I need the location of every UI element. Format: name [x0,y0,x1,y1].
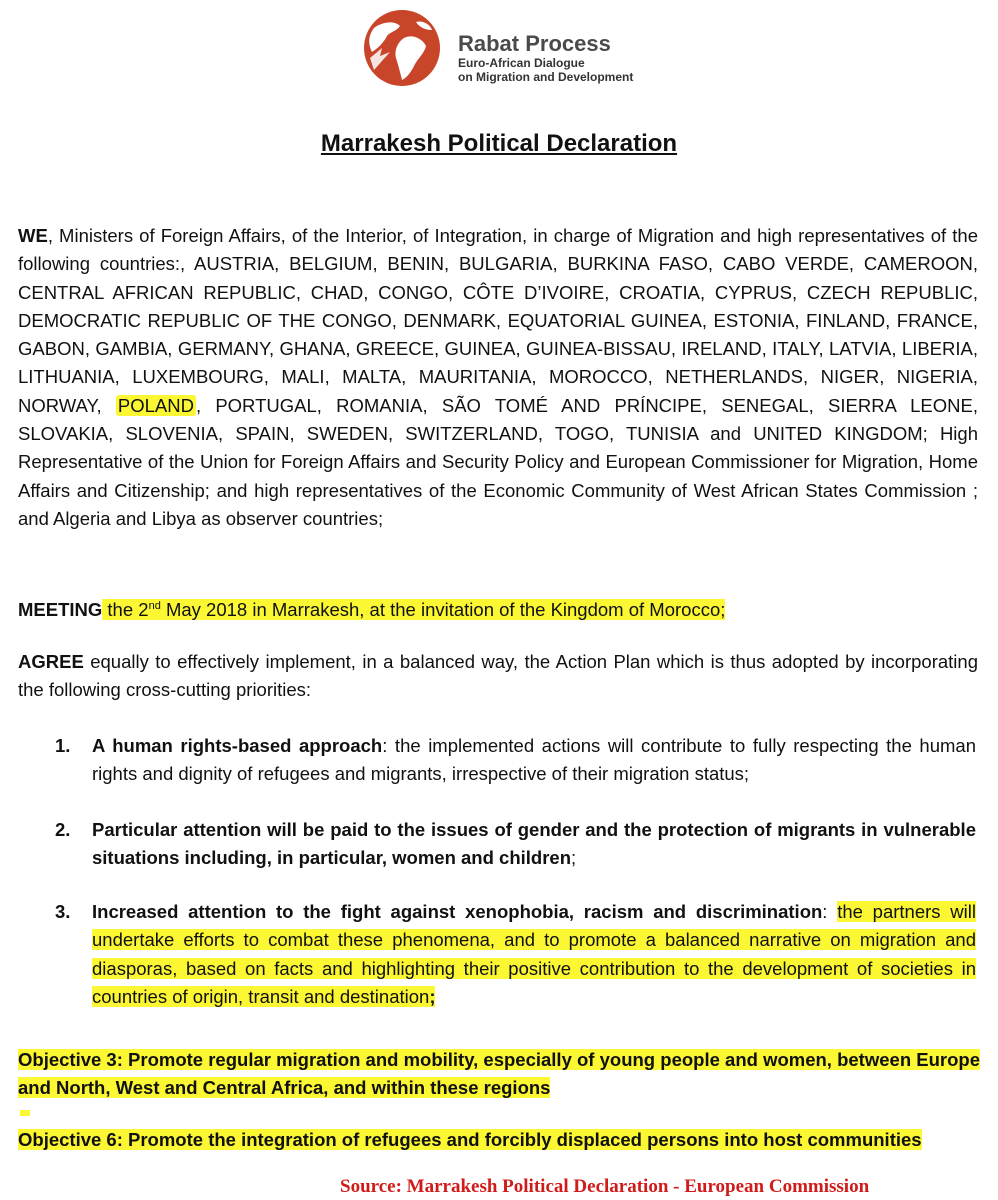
priority-3-end: ; [429,985,436,1007]
intro-paragraph [18,222,978,533]
priority-1 [92,732,976,789]
intro-text-before: , Ministers of Foreign Affairs, of the Interior, of Integration, in charge of Migration and high representatives of the following countries:, AUSTRIA, BELGIUM, BENIN, BULGARIA, BURKINA FASO, CABO VERDE, CAMEROON, CENTRAL AFRICAN REPUBLIC, CHAD, CONGO, CÔTE D’IVOIRE, CROATIA, CYPRUS, CZECH REPUBLIC, DEMOCRATIC REPUBLIC OF THE CONGO, DENMARK, EQUATORIAL GUINEA, ESTONIA, FINLAND, FRANCE, GABON, GAMBIA, GERMANY, GHANA, GREECE, GUINEA, GUINEA-BISSAU, IRELAND, ITALY, LATVIA, LIBERIA, LITHUANIA, LUXEMBOURG, MALI, MALTA, MAURITANIA, MOROCCO, NETHERLANDS, NIGER, NIGERIA, NORWAY, [18,225,978,416]
objective-3 [18,1046,980,1102]
logo-subtitle-2: on Migration and Development [458,70,634,84]
agree-paragraph [18,648,978,705]
rabat-process-logo [352,8,642,88]
objective-6-text: Objective 6: Promote the integration of refugees and forcibly displaced persons into host communities [18,1129,922,1150]
priority-3 [92,898,976,1011]
globe-logo-icon [352,8,452,88]
logo-title: Rabat Process [458,31,611,56]
objective-6 [18,1126,980,1154]
priority-1-bold: A human rights-based approach [92,735,383,756]
priority-3-bold: Increased attention to the fight against xenophobia, racism and discrimination [92,901,823,922]
agree-text: equally to effectively implement, in a balanced way, the Action Plan which is thus adopted by incorporating the following cross-cutting priorities: [18,651,978,701]
priority-1-text: : the implemented actions will contribute to fully respecting the human rights and dignity of refugees and migrants, irrespective of their migration status; [92,735,976,785]
logo-subtitle-1: Euro-African Dialogue [458,56,585,70]
logo-text [458,32,633,84]
priority-2-text: ; [571,847,577,869]
document-title: Marrakesh Political Declaration [320,130,678,157]
meeting-paragraph [18,592,978,624]
priority-2-number: 2. [55,819,71,840]
meeting-sup: nd [148,600,161,612]
priority-2 [92,816,976,873]
objective-3-text: Objective 3: Promote regular migration and mobility, especially of young people and women, between Europe and North, West and Central Africa, and within these regions [18,1049,980,1098]
source-caption: Source: Marrakesh Political Declaration - European Commission [340,1176,870,1197]
agree-lead: AGREE [18,651,84,672]
priority-3-number: 3. [55,901,71,922]
intro-text-after: , PORTUGAL, ROMANIA, SÃO TOMÉ AND PRÍNCIPE, SENEGAL, SIERRA LEONE, SLOVAKIA, SLOVENIA, SPAIN, SWEDEN, SWITZERLAND, TOGO, TUNISIA and UNITED KINGDOM; High Representative of the Union for Foreign Affairs and Security Policy and European Commissioner for Migration, Home Affairs and Citizenship; and high representatives of the Economic Community of West African States Commission ; and Algeria and Libya as observer countries; [18,394,978,529]
intro-lead: WE [18,225,48,246]
priority-3-highlight: the partners will undertake efforts to combat these phenomena, and to promote a balanced narrative on migration and diasporas, based on facts and highlighting their positive contribution to the development of societies in countries of origin, transit and destination [92,901,976,1007]
meeting-highlight [102,599,725,620]
priority-3-text: : [822,901,838,922]
meeting-text-2: May 2018 in Marrakesh, at the invitation of the Kingdom of Morocco; [160,599,726,621]
priority-1-number: 1. [55,735,71,756]
meeting-text-1: the 2 [102,599,149,621]
priority-2-bold: Particular attention will be paid to the issues of gender and the protection of migrants in vulnerable situations including, in particular, women and children [92,819,976,869]
meeting-lead: MEETING [18,599,103,621]
poland-highlight: POLAND [117,394,194,416]
highlight-mark [20,1110,30,1116]
